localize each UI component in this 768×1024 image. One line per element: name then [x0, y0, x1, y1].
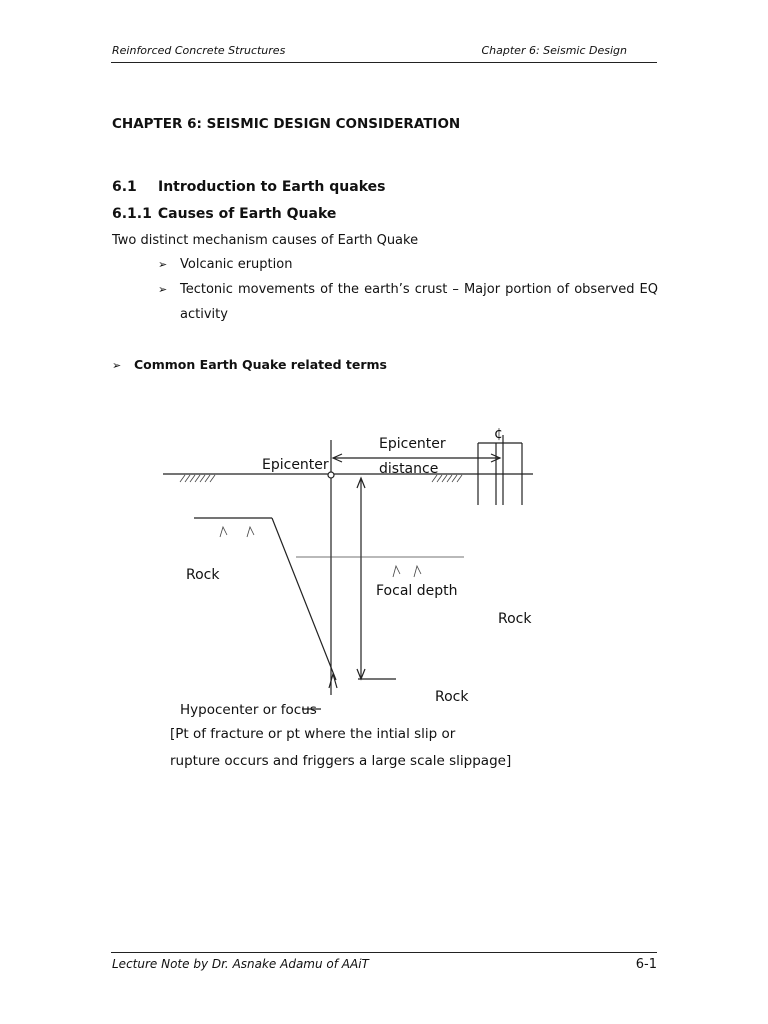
bullet-marker-icon: ➢ — [158, 258, 168, 271]
epicenter-point — [328, 472, 334, 478]
epicenter-distance-label-2: distance — [379, 461, 439, 477]
fault-line — [272, 518, 336, 680]
chapter-title: CHAPTER 6: SEISMIC DESIGN CONSIDERATION — [112, 116, 461, 132]
tick-marks-right — [393, 566, 421, 577]
intro-paragraph: Two distinct mechanism causes of Earth Quake — [112, 233, 419, 248]
section-number: 6.1 — [112, 179, 137, 195]
subsection-title: Causes of Earth Quake — [157, 206, 337, 222]
rock-right-label: Rock — [498, 611, 532, 627]
running-footer-left: Lecture Note by Dr. Asnake Adamu of AAiT — [112, 957, 369, 971]
rock-left-label: Rock — [186, 567, 220, 583]
list-item-text: Tectonic movements of the earth’s crust – Major portion of observed EQ activity — [180, 282, 658, 322]
terms-heading-text: Common Earth Quake related terms — [134, 357, 387, 372]
tick-marks-left — [220, 527, 254, 537]
section-title: Introduction to Earth quakes — [158, 179, 386, 195]
epicenter-distance-label-1: Epicenter — [379, 436, 446, 452]
bullet-marker-icon: ➢ — [112, 359, 122, 372]
footer-rule — [111, 952, 657, 953]
ground-hatch-left — [180, 475, 215, 482]
running-header-right: Chapter 6: Seismic Design — [481, 44, 627, 57]
hypocenter-mark-icon — [329, 674, 337, 688]
page-number: 6-1 — [635, 957, 657, 972]
epicenter-label: Epicenter — [262, 457, 329, 473]
running-header-left: Reinforced Concrete Structures — [112, 44, 286, 57]
list-item-text: Volcanic eruption — [180, 257, 293, 272]
hypocenter-note-line-1: [Pt of fracture or pt where the intial slip or — [170, 726, 456, 742]
hypocenter-label: Hypocenter or focus — [180, 702, 317, 718]
bullet-marker-icon: ➢ — [158, 283, 168, 296]
focal-depth-label: Focal depth — [376, 583, 458, 599]
hypocenter-note-line-2: rupture occurs and friggers a large scale slippage] — [170, 753, 512, 769]
building-frame — [478, 435, 522, 505]
rock-bottom-label: Rock — [435, 689, 469, 705]
subsection-number: 6.1.1 — [112, 206, 152, 222]
centerline-symbol-icon: ¢ — [494, 426, 503, 442]
